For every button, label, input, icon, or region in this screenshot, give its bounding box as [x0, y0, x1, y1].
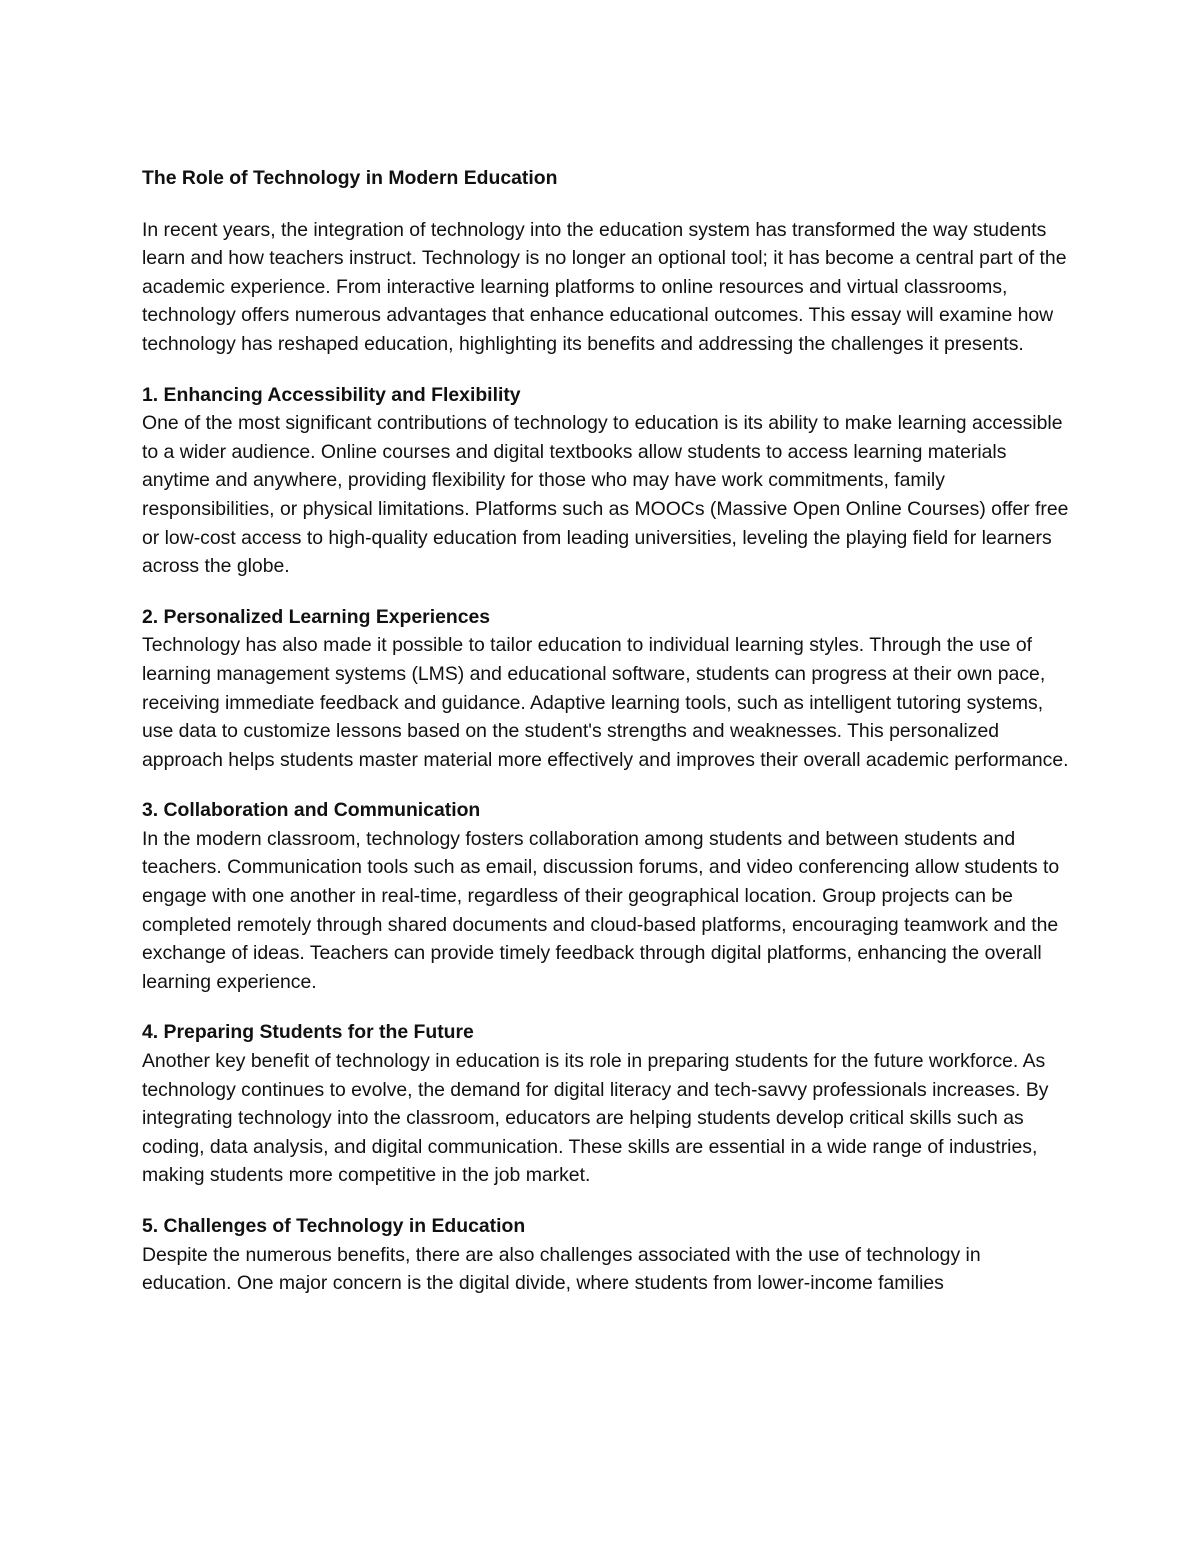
section-heading: 4. Preparing Students for the Future	[142, 1021, 474, 1044]
section-future-preparation	[142, 1018, 1072, 1190]
document-content	[142, 164, 1072, 1320]
section-body: One of the most significant contributions of technology to education is its ability to make learning accessible to a wider audience. Online courses and digital textbooks allow students to access learning materials anytime and anywhere, providing flexibility for those who may have work commitments, family responsibilities, or physical limitations. Platforms such as MOOCs (Massive Open Online Courses) offer free or low-cost access to high-quality education from leading universities, leveling the playing field for learners across the globe.	[142, 412, 1069, 578]
document-title: The Role of Technology in Modern Education	[142, 167, 558, 189]
intro-paragraph: In recent years, the integration of technology into the education system has transformed the way students learn and how teachers instruct. Technology is no longer an optional tool; it has become a central part of the academic experience. From interactive learning platforms to online resources and virtual classrooms, technology offers numerous advantages that enhance educational outcomes. This essay will examine how technology has reshaped education, highlighting its benefits and addressing the challenges it presents.	[142, 218, 1067, 355]
section-collaboration	[142, 796, 1072, 996]
section-body: Technology has also made it possible to tailor education to individual learning styles. Through the use of learning management systems (LMS) and educational software, students can progress at their own pace, receiving immediate feedback and guidance. Adaptive learning tools, such as intelligent tutoring systems, use data to customize lessons based on the student's strengths and weaknesses. This personalized approach helps students master material more effectively and improves their overall academic performance.	[142, 634, 1069, 771]
section-heading: 2. Personalized Learning Experiences	[142, 605, 491, 628]
section-body: Despite the numerous benefits, there are also challenges associated with the use of technology in education. One major concern is the digital divide, where students from lower-income families	[142, 1243, 981, 1295]
section-personalized-learning	[142, 603, 1072, 775]
section-challenges	[142, 1212, 1072, 1298]
section-body: Another key benefit of technology in education is its role in preparing students for the future workforce. As technology continues to evolve, the demand for digital literacy and tech-savvy professionals increases. By integrating technology into the classroom, educators are helping students develop critical skills such as coding, data analysis, and digital communication. These skills are essential in a wide range of industries, making students more competitive in the job market.	[142, 1050, 1049, 1187]
section-heading: 1. Enhancing Accessibility and Flexibility	[142, 383, 521, 406]
section-accessibility	[142, 381, 1072, 581]
section-heading: 5. Challenges of Technology in Education	[142, 1215, 526, 1237]
section-body: In the modern classroom, technology fosters collaboration among students and between students and teachers. Communication tools such as email, discussion forums, and video conferencing allow students to engage with one another in real-time, regardless of their geographical location. Group projects can be completed remotely through shared documents and cloud-based platforms, encouraging teamwork and the exchange of ideas. Teachers can provide timely feedback through digital platforms, enhancing the overall learning experience.	[142, 827, 1060, 993]
section-heading: 3. Collaboration and Communication	[142, 799, 481, 822]
